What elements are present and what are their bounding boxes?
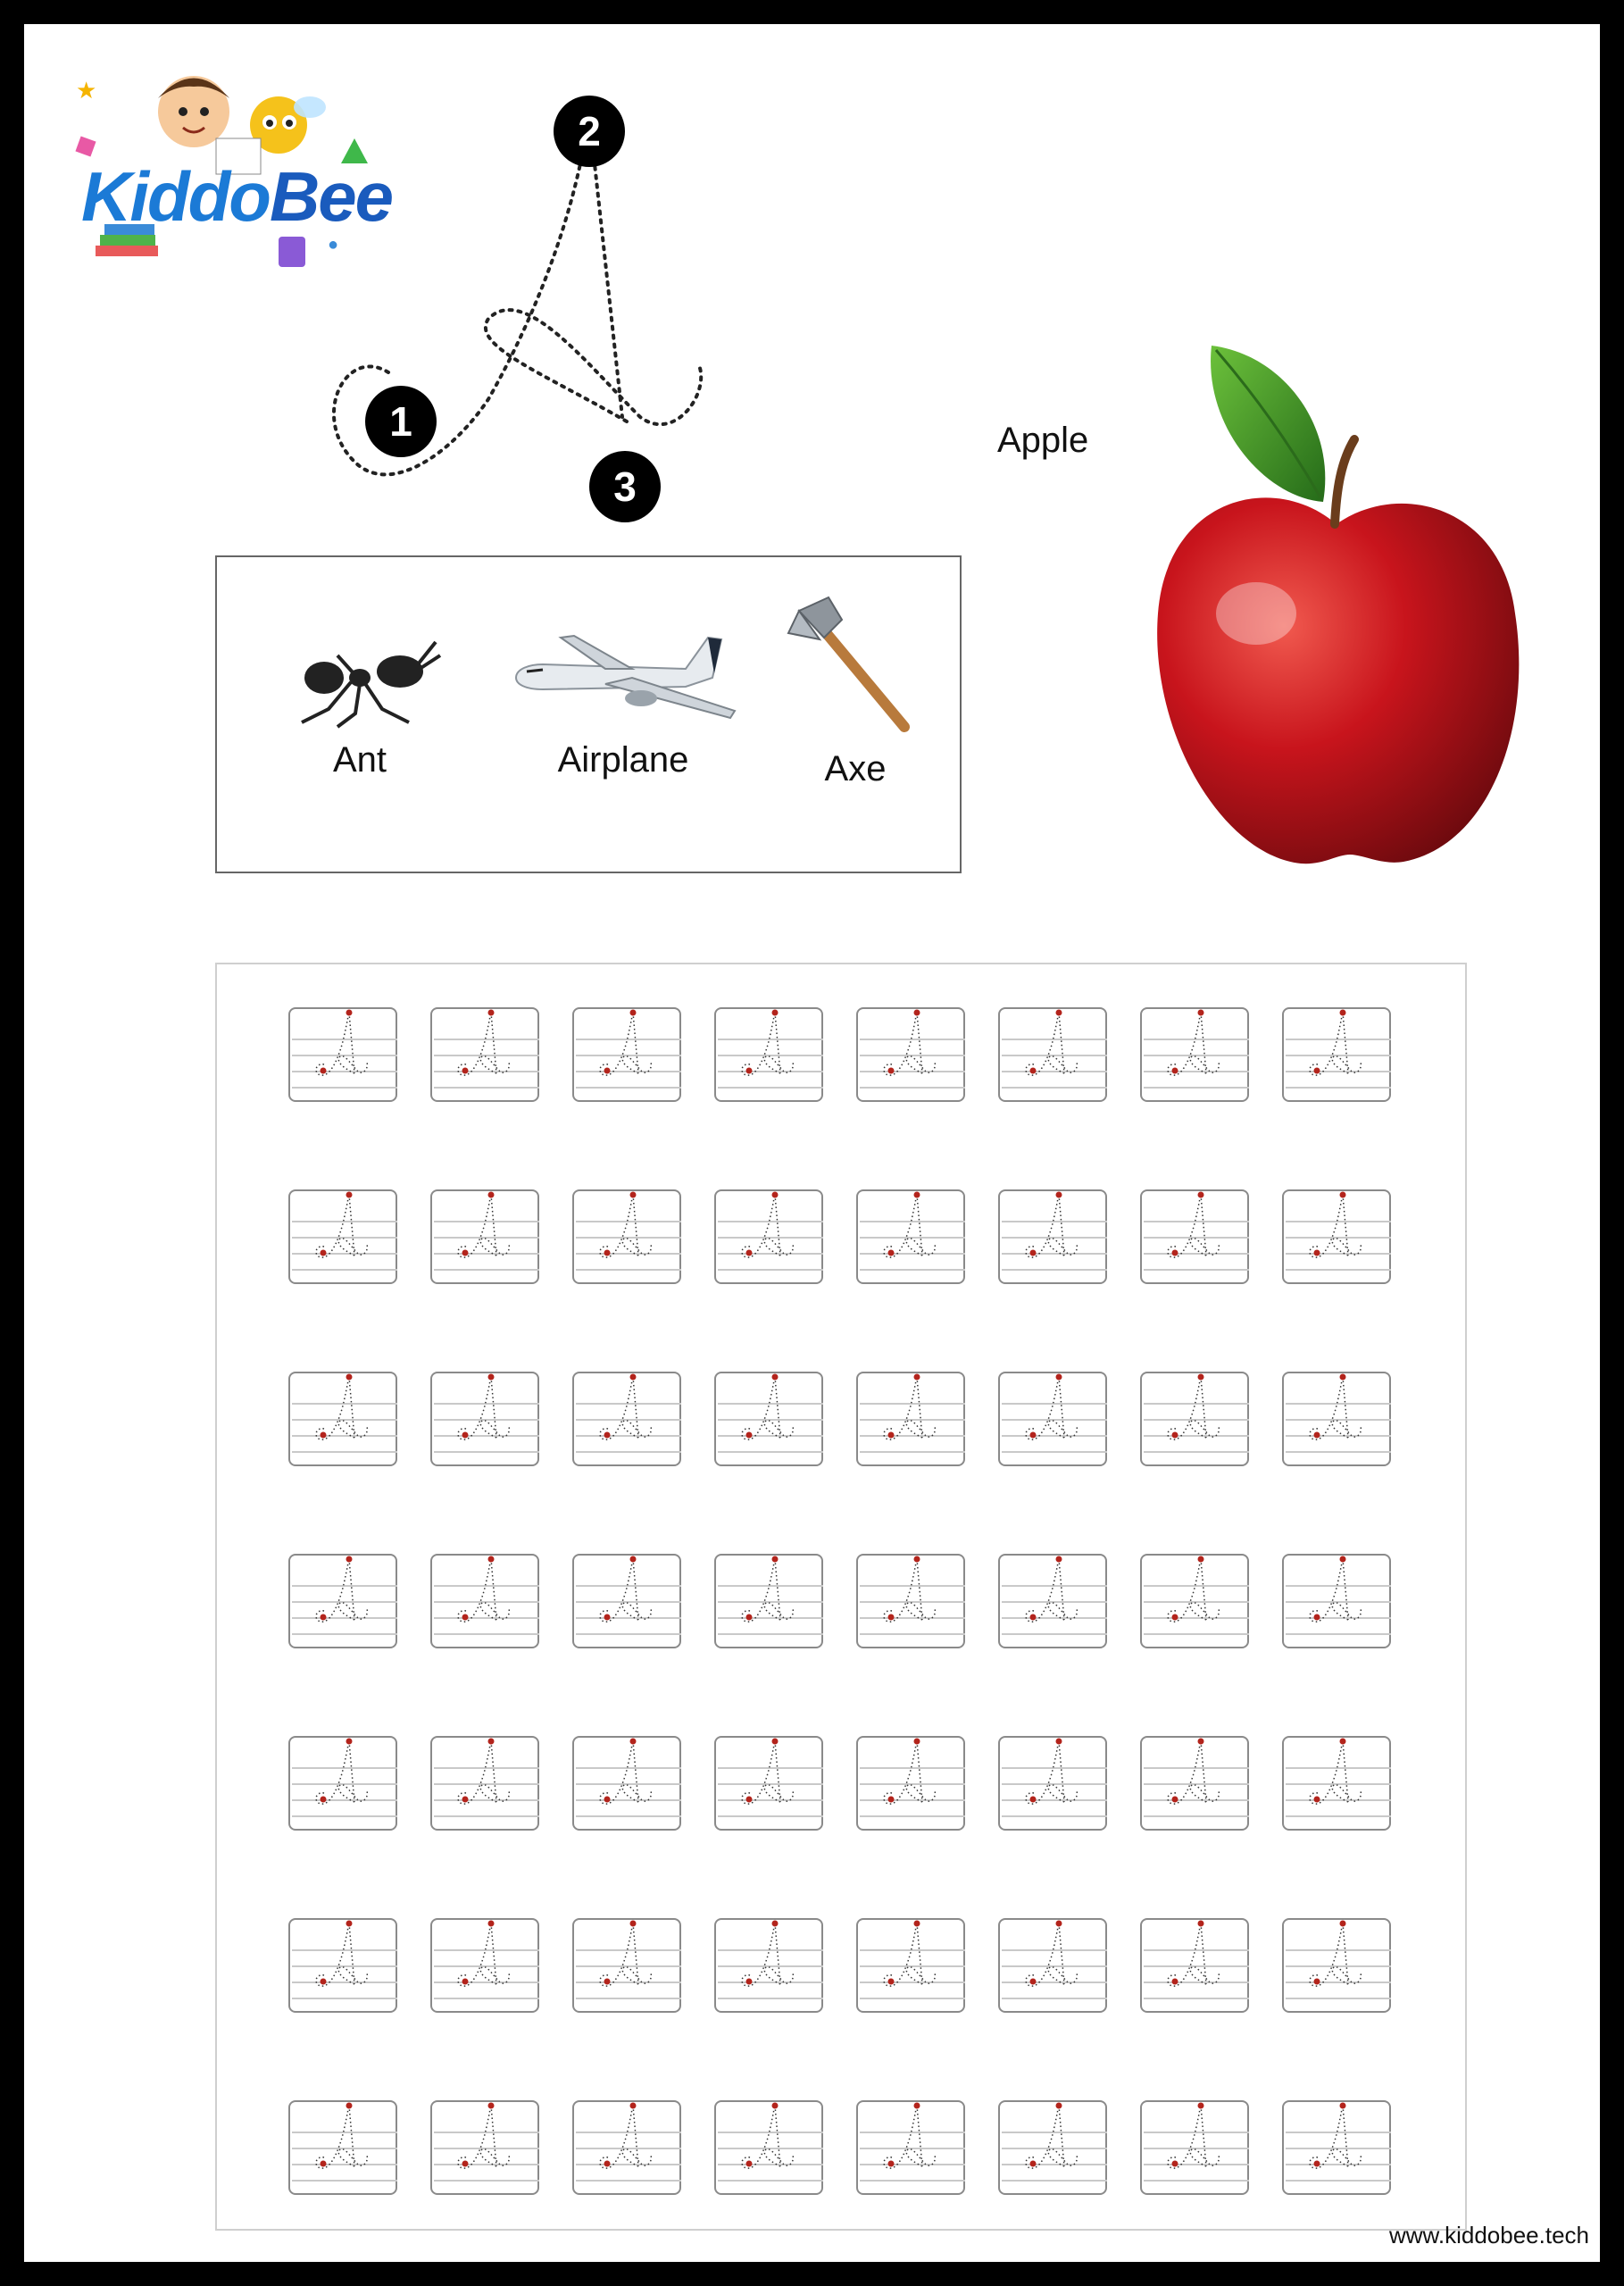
- tracing-letter-a-guide: [716, 1920, 825, 2015]
- tracing-cell[interactable]: [998, 1007, 1107, 1102]
- tracing-cell[interactable]: [288, 1554, 397, 1648]
- tracing-cell[interactable]: [430, 1189, 539, 1284]
- tracing-cell[interactable]: [856, 1736, 965, 1831]
- tracing-letter-a-guide: [1142, 1738, 1251, 1832]
- airplane-icon: [507, 629, 739, 736]
- logo-text-bee: Bee: [269, 157, 393, 236]
- tracing-letter-a-guide: [432, 1556, 541, 1650]
- tracing-cell[interactable]: [998, 1189, 1107, 1284]
- tracing-cell[interactable]: [998, 1918, 1107, 2013]
- tracing-cell[interactable]: [1140, 1918, 1249, 2013]
- tracing-cell[interactable]: [856, 1918, 965, 2013]
- tracing-letter-a-guide: [716, 1373, 825, 1468]
- tracing-cell[interactable]: [430, 1007, 539, 1102]
- tracing-cell[interactable]: [1140, 2100, 1249, 2195]
- svg-text:3: 3: [613, 463, 637, 510]
- tracing-letter-a-guide: [574, 1920, 683, 2015]
- tracing-letter-a-guide: [1142, 2102, 1251, 2197]
- tracing-letter-a-guide: [716, 2102, 825, 2197]
- tracing-cell[interactable]: [1282, 1189, 1391, 1284]
- tracing-cell[interactable]: [998, 1554, 1107, 1648]
- tracing-letter-a-guide: [716, 1191, 825, 1286]
- tracing-letter-a-guide: [858, 1556, 967, 1650]
- tracing-cell[interactable]: [572, 2100, 681, 2195]
- tracing-letter-a-guide: [432, 1738, 541, 1832]
- tracing-letter-a-guide: [432, 1191, 541, 1286]
- example-words-box: [215, 555, 962, 873]
- tracing-cell[interactable]: [714, 1918, 823, 2013]
- tracing-letter-a-guide: [858, 2102, 967, 2197]
- tracing-cell[interactable]: [288, 1372, 397, 1466]
- word-label-axe: Axe: [824, 749, 887, 788]
- tracing-letter-a-guide: [290, 1920, 399, 2015]
- tracing-letter-a-guide: [1000, 1191, 1109, 1286]
- cursive-letter-a-guide: [319, 78, 729, 542]
- tracing-letter-a-guide: [1142, 1920, 1251, 2015]
- svg-text:1: 1: [389, 398, 412, 445]
- svg-text:2: 2: [578, 108, 601, 154]
- tracing-letter-a-guide: [1284, 1191, 1393, 1286]
- tracing-cell[interactable]: [1282, 1007, 1391, 1102]
- tracing-cell[interactable]: [856, 1372, 965, 1466]
- tracing-letter-a-guide: [1000, 1738, 1109, 1832]
- worksheet-page: [24, 24, 1600, 2262]
- word-airplane: [503, 629, 744, 780]
- tracing-letter-a-guide: [1000, 2102, 1109, 2197]
- step-3-marker: [589, 451, 661, 522]
- tracing-cell[interactable]: [1282, 1554, 1391, 1648]
- tracing-cell[interactable]: [714, 2100, 823, 2195]
- tracing-letter-a-guide: [858, 1191, 967, 1286]
- featured-word-label: Apple: [997, 421, 1089, 460]
- tracing-letter-a-guide: [574, 2102, 683, 2197]
- tracing-cell[interactable]: [572, 1007, 681, 1102]
- tracing-cell[interactable]: [1140, 1189, 1249, 1284]
- tracing-cell[interactable]: [572, 1372, 681, 1466]
- tracing-cell[interactable]: [288, 2100, 397, 2195]
- apple-icon: [1131, 319, 1542, 872]
- tracing-letter-a-guide: [858, 1373, 967, 1468]
- tracing-letter-a-guide: [1142, 1009, 1251, 1104]
- svg-text:●: ●: [328, 235, 339, 254]
- axe-icon: [779, 593, 931, 745]
- tracing-cell[interactable]: [998, 1736, 1107, 1831]
- tracing-letter-a-guide: [1142, 1556, 1251, 1650]
- apple-stem-icon: [1335, 439, 1354, 524]
- tracing-cell[interactable]: [714, 1189, 823, 1284]
- tracing-letter-a-guide: [1284, 1009, 1393, 1104]
- tracing-letter-a-guide: [432, 2102, 541, 2197]
- tracing-letter-a-guide: [858, 1009, 967, 1104]
- tracing-cell[interactable]: [288, 1007, 397, 1102]
- tracing-letter-a-guide: [716, 1738, 825, 1832]
- tracing-cell[interactable]: [856, 1189, 965, 1284]
- tracing-cell[interactable]: [572, 1736, 681, 1831]
- tracing-letter-a-guide: [1000, 1556, 1109, 1650]
- tracing-letter-a-guide: [290, 1009, 399, 1104]
- tracing-cell[interactable]: [714, 1007, 823, 1102]
- tracing-cell[interactable]: [430, 2100, 539, 2195]
- pencil-cup-icon: [279, 237, 305, 267]
- tracing-letter-a-guide: [574, 1373, 683, 1468]
- tracing-letter-a-guide: [290, 2102, 399, 2197]
- logo-text-kiddo: Kiddo: [81, 157, 270, 236]
- word-label-airplane: Airplane: [557, 740, 689, 780]
- tracing-cell[interactable]: [1140, 1007, 1249, 1102]
- tracing-cell[interactable]: [572, 1554, 681, 1648]
- step-1-marker: [365, 386, 437, 457]
- tracing-cell[interactable]: [288, 1189, 397, 1284]
- tracing-cell[interactable]: [856, 1554, 965, 1648]
- tracing-letter-a-guide: [574, 1556, 683, 1650]
- tracing-letter-a-guide: [1284, 2102, 1393, 2197]
- tracing-cell[interactable]: [1140, 1736, 1249, 1831]
- tracing-letter-a-guide: [858, 1920, 967, 2015]
- svg-text:★: ★: [76, 77, 97, 104]
- ant-icon: [275, 629, 445, 736]
- tracing-letter-a-guide: [1000, 1920, 1109, 2015]
- tracing-practice-area: [215, 963, 1467, 2231]
- tracing-letter-a-guide: [1000, 1009, 1109, 1104]
- tracing-cell[interactable]: [288, 1736, 397, 1831]
- tracing-letter-a-guide: [858, 1738, 967, 1832]
- tracing-cell[interactable]: [1282, 1372, 1391, 1466]
- tracing-cell[interactable]: [572, 1918, 681, 2013]
- tracing-letter-a-guide: [290, 1373, 399, 1468]
- tracing-cell[interactable]: [572, 1189, 681, 1284]
- tracing-letter-a-guide: [432, 1920, 541, 2015]
- tracing-letter-a-guide: [432, 1009, 541, 1104]
- tracing-cell[interactable]: [1282, 2100, 1391, 2195]
- tracing-cell[interactable]: [998, 2100, 1107, 2195]
- tracing-cell[interactable]: [430, 1736, 539, 1831]
- tracing-letter-a-guide: [574, 1191, 683, 1286]
- tracing-letter-a-guide: [1000, 1373, 1109, 1468]
- tracing-letter-a-guide: [574, 1738, 683, 1832]
- tracing-cell[interactable]: [430, 1554, 539, 1648]
- tracing-cell[interactable]: [430, 1372, 539, 1466]
- tracing-grid: [288, 1007, 1391, 2195]
- tracing-cell[interactable]: [856, 1007, 965, 1102]
- tracing-cell[interactable]: [430, 1918, 539, 2013]
- footer-url: www.kiddobee.tech: [1388, 2222, 1589, 2248]
- tracing-cell[interactable]: [714, 1554, 823, 1648]
- tracing-letter-a-guide: [290, 1556, 399, 1650]
- tracing-letter-a-guide: [574, 1009, 683, 1104]
- tracing-letter-a-guide: [716, 1556, 825, 1650]
- tracing-letter-a-guide: [1284, 1373, 1393, 1468]
- tracing-cell[interactable]: [714, 1736, 823, 1831]
- tracing-cell[interactable]: [1140, 1554, 1249, 1648]
- tracing-letter-a-guide: [716, 1009, 825, 1104]
- tracing-cell[interactable]: [998, 1372, 1107, 1466]
- word-axe: [775, 593, 936, 789]
- step-2-marker: [554, 96, 625, 167]
- tracing-letter-a-guide: [1142, 1191, 1251, 1286]
- tracing-letter-a-guide: [1142, 1373, 1251, 1468]
- tracing-letter-a-guide: [1284, 1738, 1393, 1832]
- tracing-letter-a-guide: [290, 1738, 399, 1832]
- books-icon: [96, 246, 158, 256]
- tracing-letter-a-guide: [1284, 1556, 1393, 1650]
- tracing-letter-a-guide: [290, 1191, 399, 1286]
- tracing-cell[interactable]: [288, 1918, 397, 2013]
- tracing-cell[interactable]: [1282, 1918, 1391, 2013]
- tracing-cell[interactable]: [714, 1372, 823, 1466]
- tracing-letter-a-guide: [432, 1373, 541, 1468]
- tracing-cell[interactable]: [1282, 1736, 1391, 1831]
- tracing-letter-a-guide: [1284, 1920, 1393, 2015]
- word-label-ant: Ant: [332, 740, 387, 780]
- tracing-cell[interactable]: [856, 2100, 965, 2195]
- tracing-cell[interactable]: [1140, 1372, 1249, 1466]
- word-ant: [271, 629, 449, 780]
